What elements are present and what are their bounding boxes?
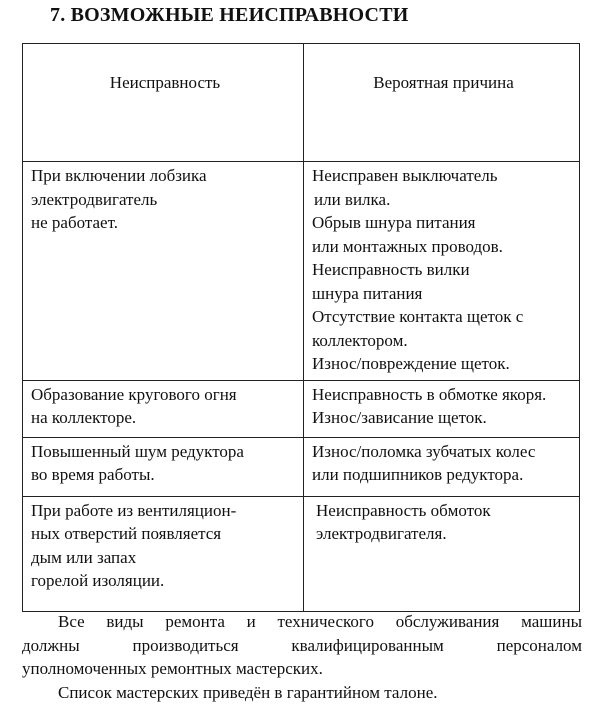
fault-cell xyxy=(23,496,304,611)
cause-cell xyxy=(304,437,580,496)
header-fault: Неисправность xyxy=(23,44,304,162)
cause-line: или монтажных проводов. xyxy=(312,236,503,256)
fault-cell xyxy=(23,162,304,381)
faults-table xyxy=(22,43,580,612)
fault-line: ных отверстий появляется xyxy=(31,524,222,543)
note-line: должны производиться квалифицированным персоналом xyxy=(22,635,582,655)
fault-line: Образование кругового огня xyxy=(31,384,237,404)
note-line: Список мастерских приведён в гарантийном талоне. xyxy=(58,682,438,702)
cause-line: Износ/повреждение щеток. xyxy=(312,354,510,373)
cause-cell xyxy=(304,162,580,381)
cause-line: Неисправность обмоток xyxy=(316,500,491,520)
fault-line: на коллекторе. xyxy=(31,408,137,427)
cause-line: или подшипников редуктора. xyxy=(312,465,524,484)
cause-line: Неисправность вилки xyxy=(312,260,470,279)
cause-line: Обрыв шнура питания xyxy=(312,213,476,232)
cause-line: Износ/поломка зубчатых колес xyxy=(312,441,536,461)
fault-line: во время работы. xyxy=(31,465,155,484)
cause-line: Неисправность в обмотке якоря. xyxy=(312,384,547,404)
header-cause: Вероятная причина xyxy=(304,44,580,162)
cause-line: Отсутствие контакта щеток с xyxy=(312,307,524,326)
note-line: уполномоченных ремонтных мастерских. xyxy=(22,659,323,678)
section-heading: 7. ВОЗМОЖНЫЕ НЕИСПРАВНОСТИ xyxy=(50,4,409,26)
cause-line: или вилка. xyxy=(314,189,391,209)
fault-line: При работе из вентиляцион- xyxy=(31,500,237,520)
fault-line: электродвигатель xyxy=(31,189,158,209)
cause-line: электродвигателя. xyxy=(316,524,447,543)
table-row xyxy=(23,380,580,437)
cause-line: коллектором. xyxy=(312,330,408,350)
service-note xyxy=(22,610,582,704)
cause-cell xyxy=(304,380,580,437)
fault-line: не работает. xyxy=(31,213,118,232)
fault-cell xyxy=(23,437,304,496)
fault-line: Повышенный шум редуктора xyxy=(31,441,244,461)
fault-line: горелой изоляции. xyxy=(31,571,165,590)
table-row xyxy=(23,496,580,611)
table-header-row xyxy=(23,44,580,162)
table-row xyxy=(23,437,580,496)
fault-line: дым или запах xyxy=(31,547,137,567)
table-row xyxy=(23,162,580,381)
fault-cell xyxy=(23,380,304,437)
cause-line: шнура питания xyxy=(312,283,423,303)
note-line: Все виды ремонта и технического обслуживания машины xyxy=(58,612,582,631)
cause-cell xyxy=(304,496,580,611)
cause-line: Неисправен выключатель xyxy=(312,166,498,185)
cause-line: Износ/зависание щеток. xyxy=(312,408,487,427)
fault-line: При включении лобзика xyxy=(31,166,207,185)
